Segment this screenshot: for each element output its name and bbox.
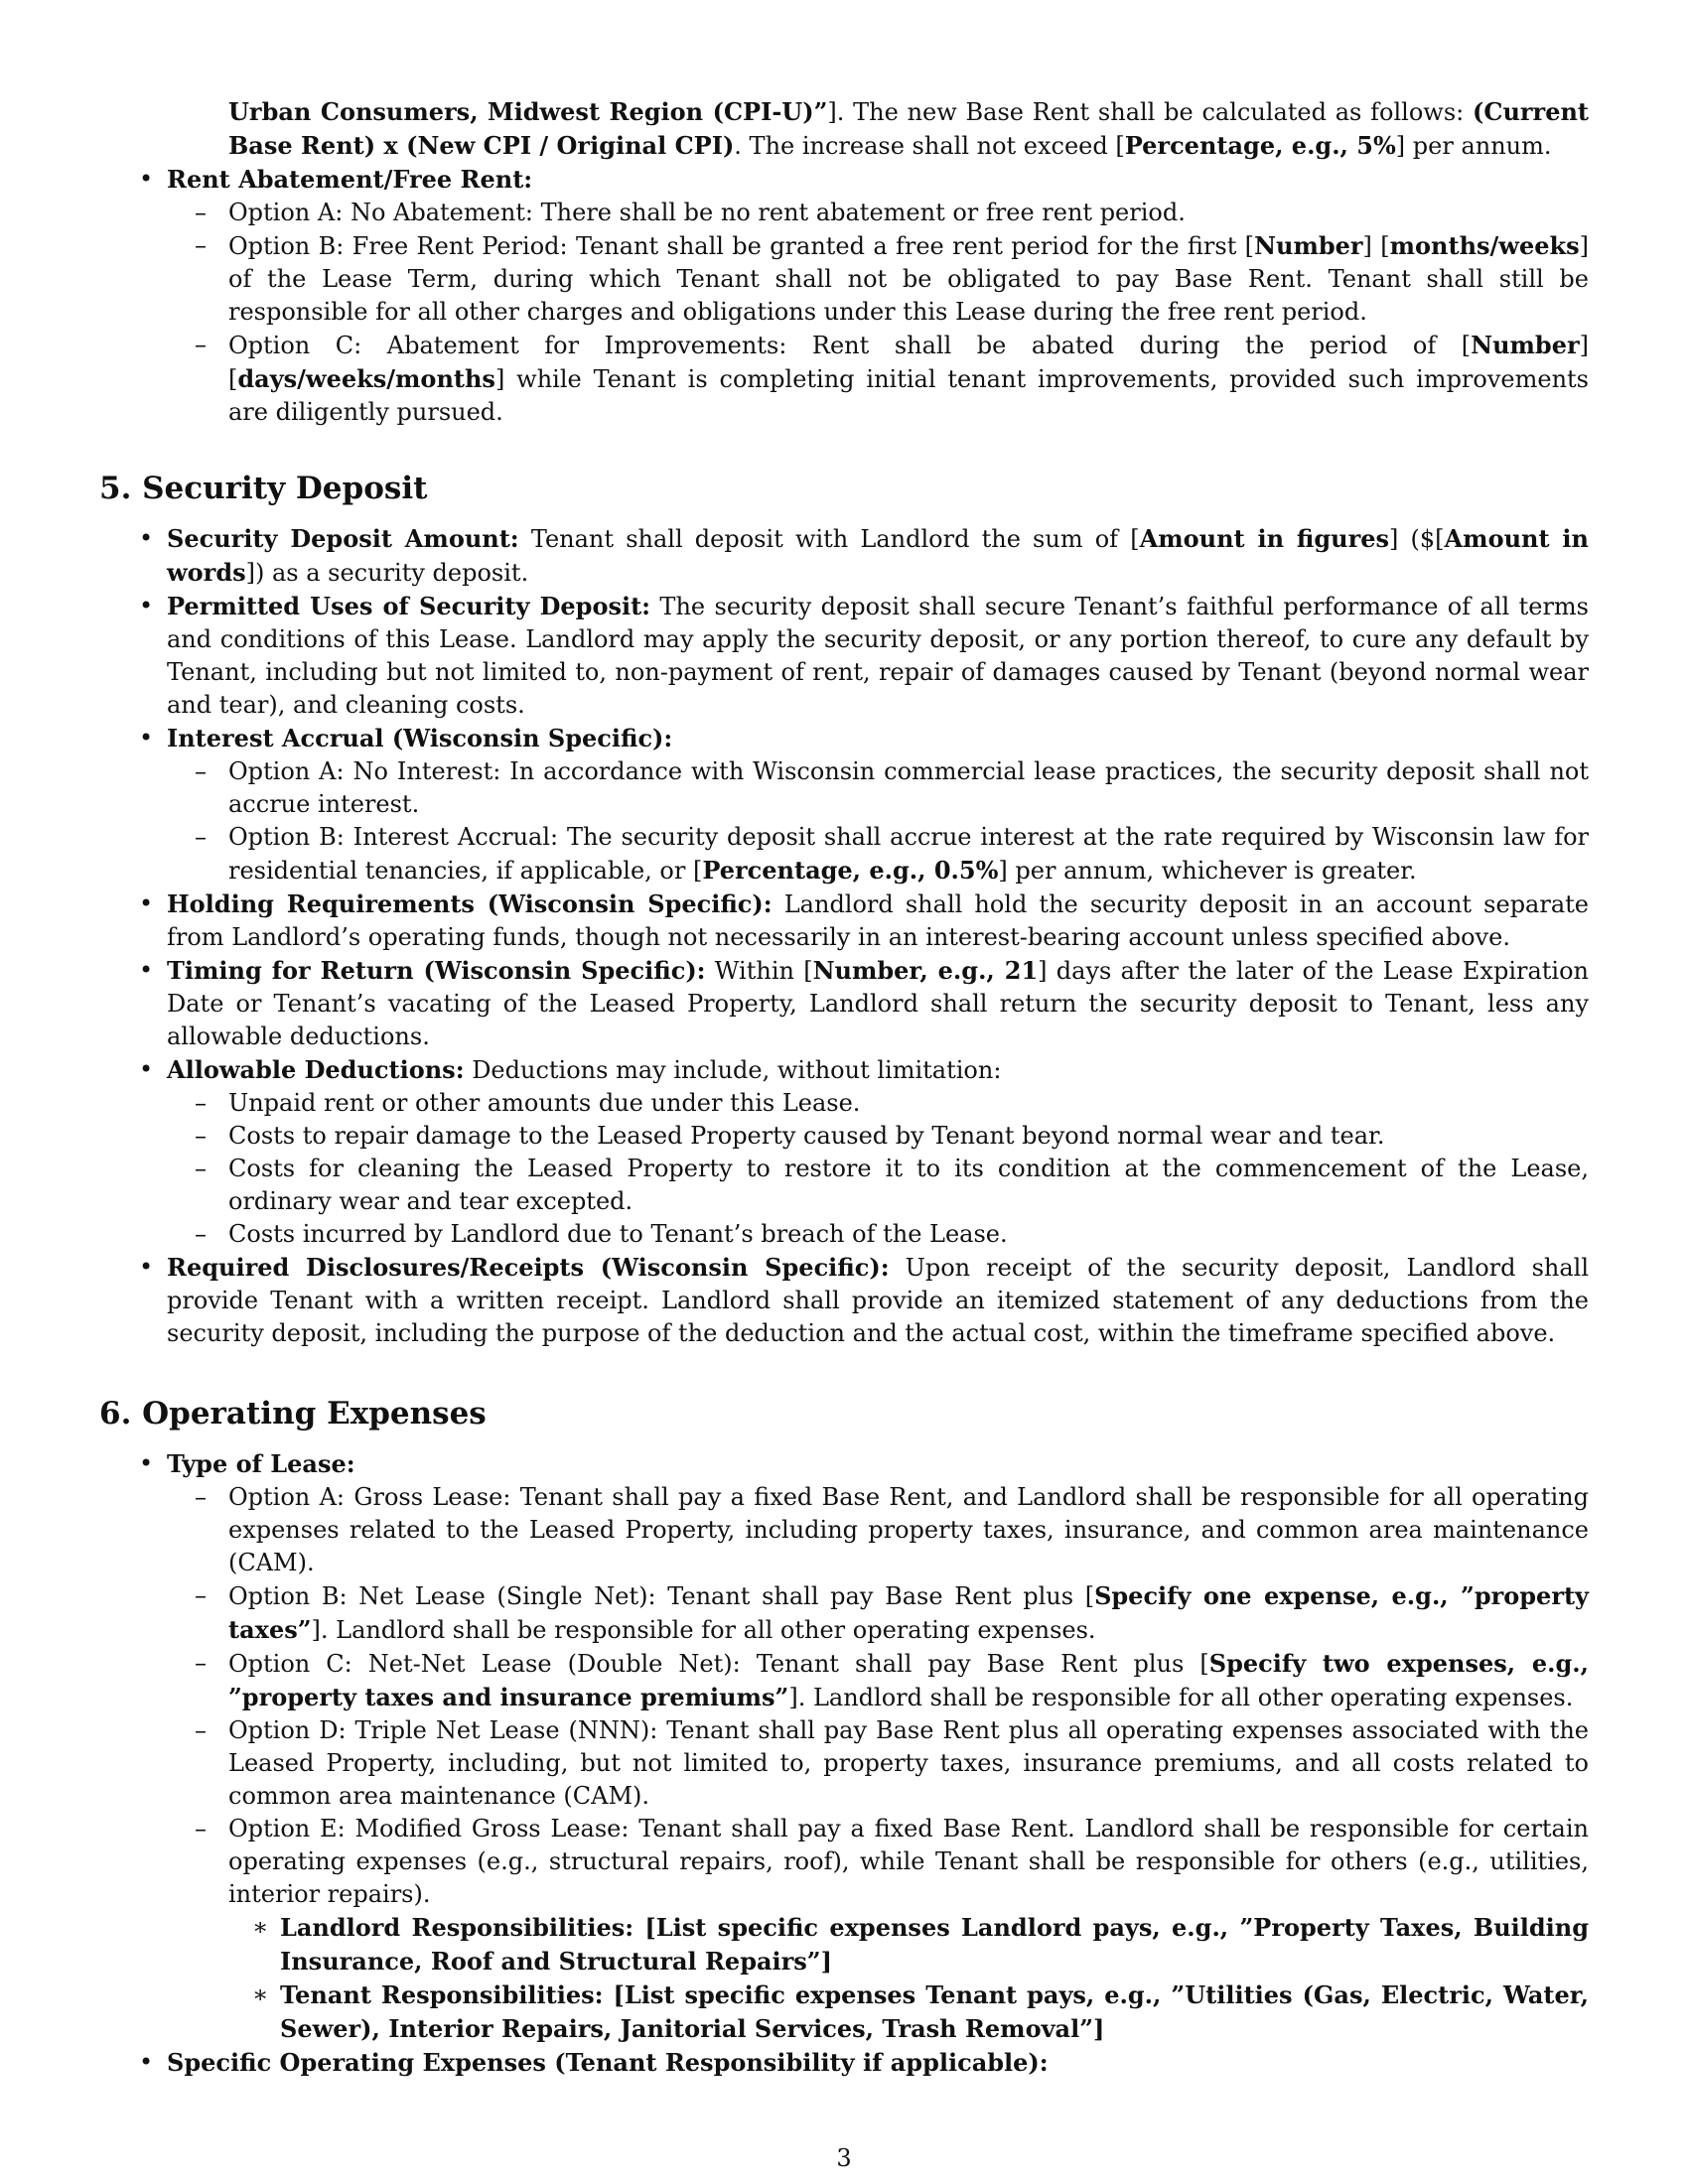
bullet-icon: • bbox=[139, 1055, 154, 1083]
deduction-item: – Costs incurred by Landlord due to Tenant’s breach of the Lease. bbox=[99, 1218, 1589, 1251]
bullet-icon: • bbox=[139, 889, 154, 917]
dash-icon: – bbox=[195, 1716, 207, 1744]
dash-icon: – bbox=[195, 1220, 207, 1248]
interest-option-a: – Option A: No Interest: In accordance with Wisconsin commercial lease practices, the security deposit shall not accrue interest. bbox=[195, 757, 1589, 818]
interest-option-b: – Option B: Interest Accrual: The security deposit shall accrue interest at the rate required by Wisconsin law for residential tenancies, if applicable, or [Percentage, e.g., 0.5%] per annum, whichever is greater. bbox=[195, 823, 1589, 885]
asterisk-icon: ∗ bbox=[252, 1913, 269, 1941]
bullet-icon: • bbox=[139, 524, 154, 552]
abatement-option-b: – Option B: Free Rent Period: Tenant shall be granted a free rent period for the first [Number] [months/weeks] of the Lease Term, during which Tenant shall not be obligated to pay Base Rent. Tenant shall still be responsible for all other charges and obligations under this Lease during the free rent period. bbox=[195, 231, 1590, 326]
interest-accrual-item: • Interest Accrual (Wisconsin Specific): bbox=[139, 724, 673, 752]
lease-option-c: – Option C: Net-Net Lease (Double Net): Tenant shall pay Base Rent plus [Specify two expenses, e.g., ”property taxes and insurance premiums”]. Landlord shall be responsible for all other operating expenses. bbox=[195, 1649, 1590, 1711]
page-number: 3 bbox=[836, 2144, 852, 2172]
bullet-icon: • bbox=[139, 1253, 154, 1281]
type-of-lease-item: • Type of Lease: bbox=[139, 1449, 355, 1478]
security-deposit-amount-item: • Security Deposit Amount: Tenant shall deposit with Landlord the sum of [Amount in figures] ($[Amount in words]) as a security deposit. bbox=[139, 524, 1589, 587]
rent-abatement-item: • Rent Abatement/Free Rent: bbox=[139, 165, 533, 194]
lease-option-e: – Option E: Modified Gross Lease: Tenant shall pay a fixed Base Rent. Landlord shall be responsible for certain operating expenses (e.g., structural repairs, roof), while Tenant shall be responsible for others (e.g., utilities, interior repairs). bbox=[195, 1815, 1589, 1908]
dash-icon: – bbox=[195, 331, 207, 358]
specific-operating-expenses-item: • Specific Operating Expenses (Tenant Responsibility if applicable): bbox=[139, 2048, 1049, 2077]
bullet-icon: • bbox=[139, 956, 154, 984]
dash-icon: – bbox=[195, 757, 207, 785]
lease-option-b: – Option B: Net Lease (Single Net): Tenant shall pay Base Rent plus [Specify one expense, e.g., ”property taxes”]. Landlord shall be responsible for all other operating expenses. bbox=[195, 1581, 1589, 1644]
timing-for-return-item: • Timing for Return (Wisconsin Specific): Within [Number, e.g., 21] days after the later of the Lease Expiration Date or Tenant’s vacating of the Leased Property, Landlord shall return the security deposit to Tenant, less any allowable deductions. bbox=[139, 956, 1589, 1050]
dash-icon: – bbox=[195, 1089, 207, 1117]
lease-option-a: – Option A: Gross Lease: Tenant shall pay a fixed Base Rent, and Landlord shall be responsible for all operating expenses related to the Leased Property, including property taxes, insurance, and common area maintenance (CAM). bbox=[195, 1483, 1589, 1576]
deduction-item: – Unpaid rent or other amounts due under this Lease. bbox=[99, 1087, 1589, 1120]
cpi-continuation: Urban Consumers, Midwest Region (CPI-U)”]. The new Base Rent shall be calculated as follows: (Current Base Rent) x (New CPI / Original CPI). The increase shall not exceed [Percentage, e.g., 5%] per annum. bbox=[228, 97, 1589, 160]
section-heading-operating-expenses: 6. Operating Expenses bbox=[99, 1396, 487, 1432]
dash-icon: – bbox=[195, 1649, 207, 1677]
bullet-icon: • bbox=[139, 1449, 154, 1477]
dash-icon: – bbox=[195, 1122, 207, 1150]
section-heading-security-deposit: 5. Security Deposit bbox=[99, 471, 428, 506]
abatement-option-c: – Option C: Abatement for Improvements: Rent shall be abated during the period of [Number] [days/weeks/months] while Tenant is completing initial tenant improvements, provided such improvements are diligently pursued. bbox=[195, 331, 1589, 426]
dash-icon: – bbox=[195, 1483, 207, 1511]
bullet-icon: • bbox=[139, 592, 154, 619]
document-page bbox=[99, 95, 1589, 2080]
allowable-deductions-item: • Allowable Deductions: Deductions may include, without limitation: bbox=[139, 1055, 1002, 1084]
lease-option-d: – Option D: Triple Net Lease (NNN): Tenant shall pay Base Rent plus all operating expenses associated with the Leased Property, including, but not limited to, property taxes, insurance premiums, and all costs related to common area maintenance (CAM). bbox=[195, 1716, 1589, 1810]
dash-icon: – bbox=[195, 1815, 207, 1843]
asterisk-icon: ∗ bbox=[252, 1980, 269, 2008]
dash-icon: – bbox=[195, 823, 207, 851]
tenant-responsibilities-item: ∗ Tenant Responsibilities: [List specific expenses Tenant pays, e.g., ”Utilities (Gas, Electric, Water, Sewer), Interior Repairs, Janitorial Services, Trash Removal”] bbox=[252, 1980, 1589, 2043]
holding-requirements-item: • Holding Requirements (Wisconsin Specific): Landlord shall hold the security deposit in an account separate from Landlord’s operating funds, though not necessarily in an interest-bearing account unless specified above. bbox=[139, 889, 1589, 951]
bullet-icon: • bbox=[139, 165, 154, 193]
bullet-icon: • bbox=[139, 724, 154, 751]
bullet-icon: • bbox=[139, 2048, 154, 2076]
dash-icon: – bbox=[195, 1581, 207, 1609]
permitted-uses-item: • Permitted Uses of Security Deposit: The security deposit shall secure Tenant’s faithful performance of all terms and conditions of this Lease. Landlord may apply the security deposit, or any portion thereof, to cure any default by Tenant, including but not limited to, non-payment of rent, repair of damages caused by Tenant (beyond normal wear and tear), and cleaning costs. bbox=[139, 592, 1589, 719]
deduction-item: – Costs for cleaning the Leased Property to restore it to its condition at the commencement of the Lease, ordinary wear and tear excepted. bbox=[195, 1155, 1589, 1215]
dash-icon: – bbox=[195, 199, 207, 226]
landlord-responsibilities-item: ∗ Landlord Responsibilities: [List specific expenses Landlord pays, e.g., ”Property Taxes, Building Insurance, Roof and Structural Repairs”] bbox=[252, 1913, 1589, 1976]
abatement-option-a: – Option A: No Abatement: There shall be no rent abatement or free rent period. bbox=[99, 197, 1589, 229]
dash-icon: – bbox=[195, 1155, 207, 1182]
required-disclosures-item: • Required Disclosures/Receipts (Wisconsin Specific): Upon receipt of the security deposit, Landlord shall provide Tenant with a written receipt. Landlord shall provide an itemized statement of any deductions from the security deposit, including the purpose of the deduction and the actual cost, within the timeframe specified above. bbox=[139, 1253, 1589, 1347]
deduction-item: – Costs to repair damage to the Leased Property caused by Tenant beyond normal wear and tear. bbox=[99, 1120, 1589, 1153]
dash-icon: – bbox=[195, 231, 207, 259]
